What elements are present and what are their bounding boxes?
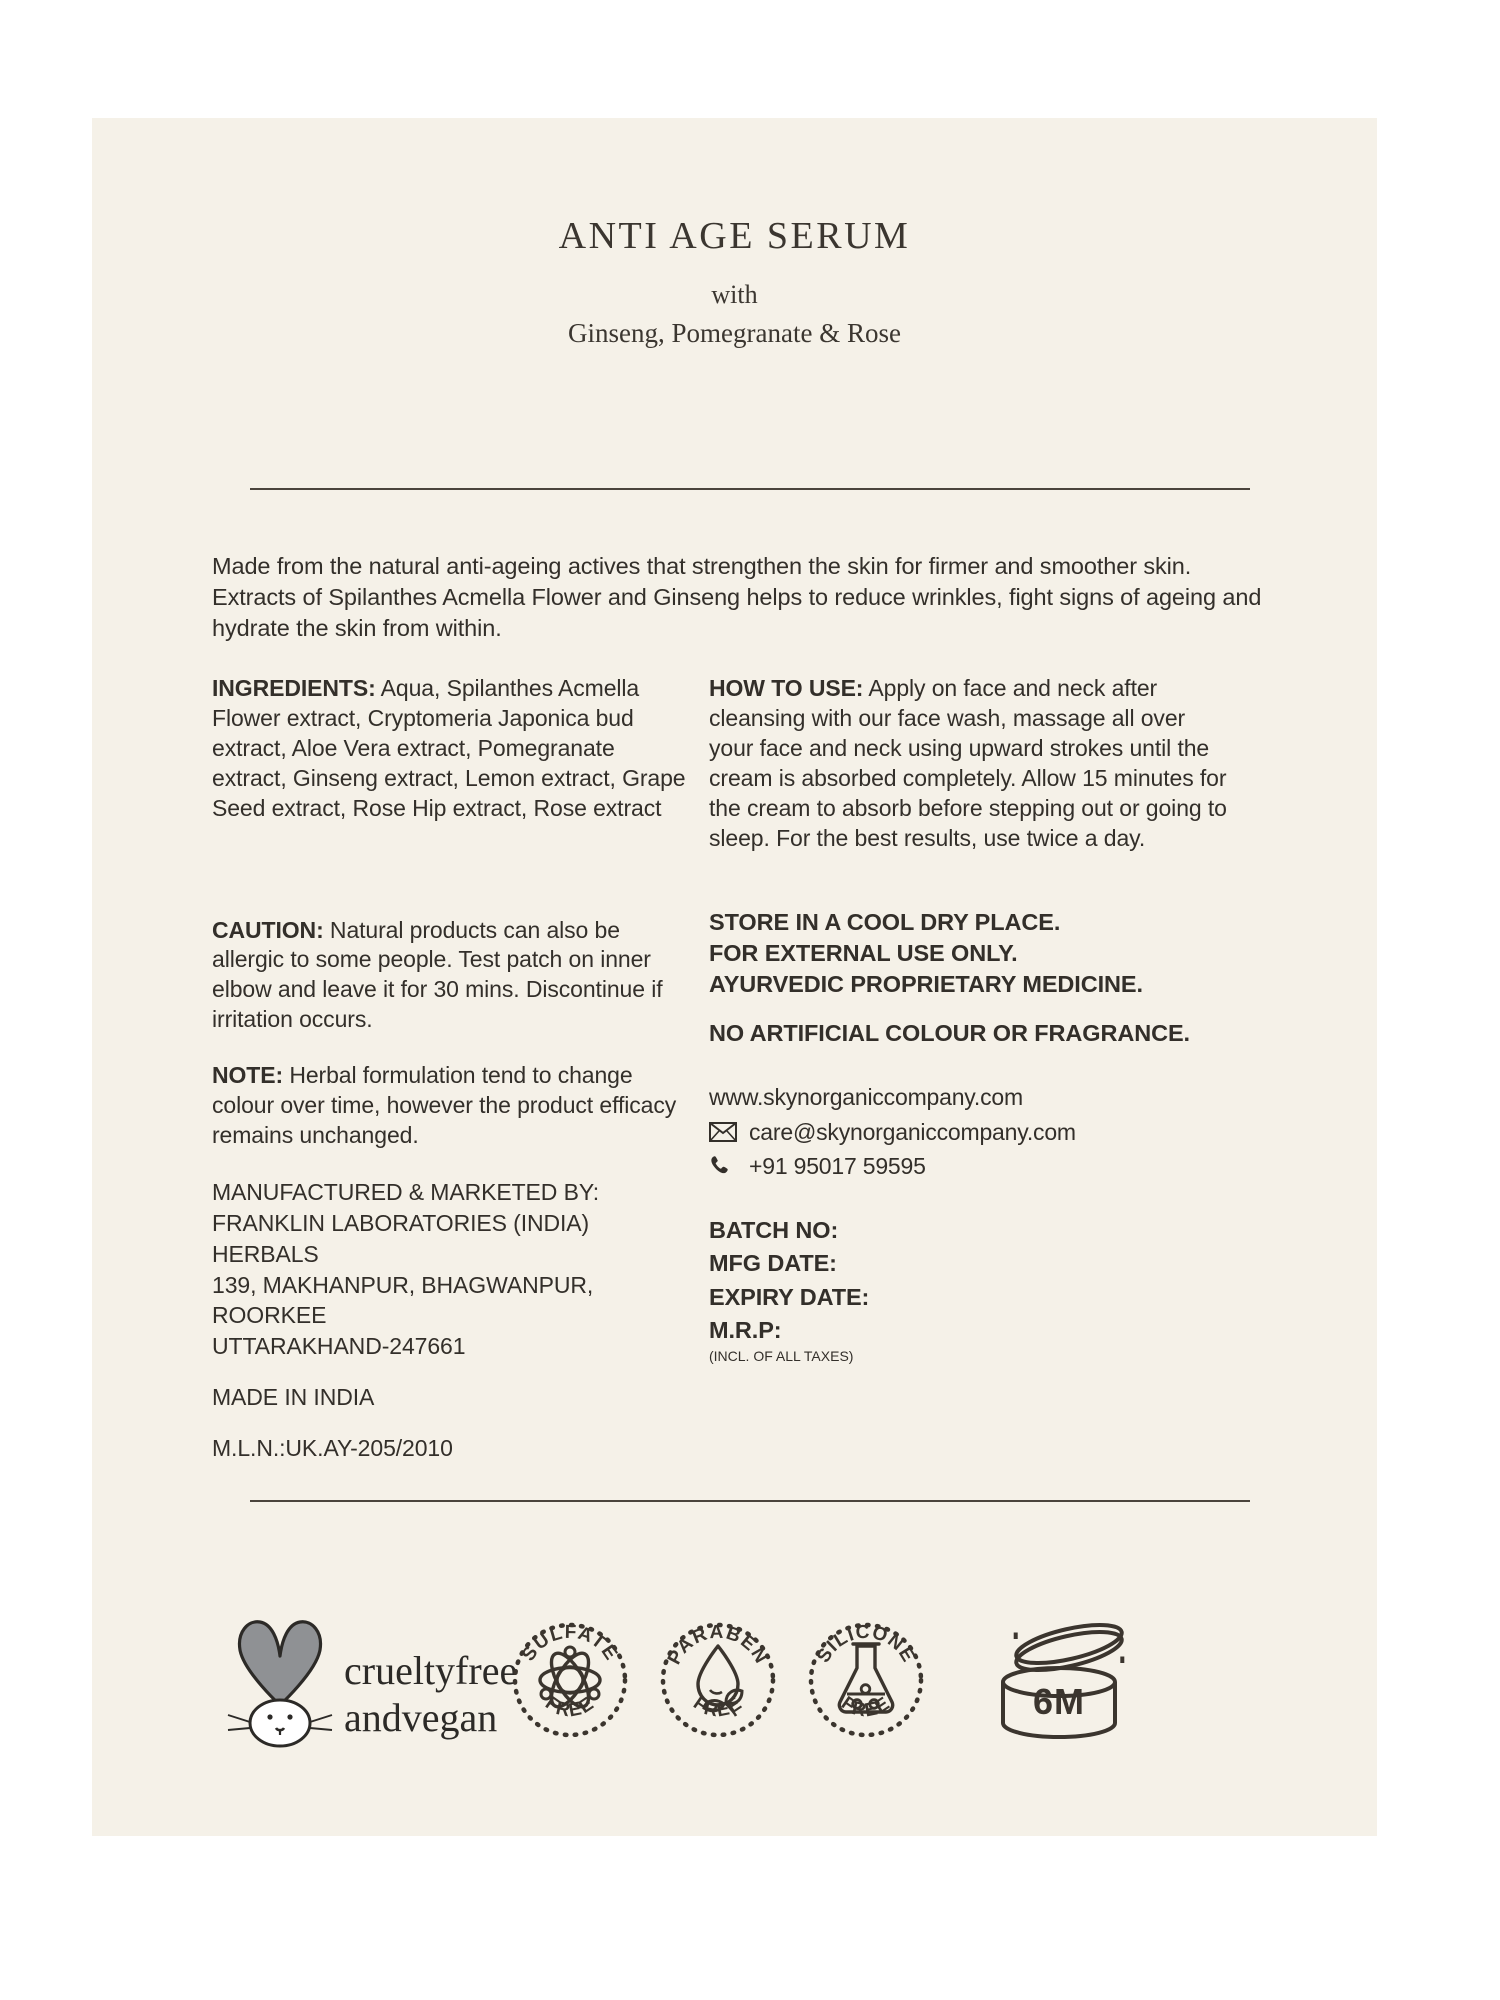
- statement-no-artificial: NO ARTIFICIAL COLOUR OR FRAGRANCE.: [709, 1020, 1190, 1047]
- period-after-opening-symbol: [984, 1610, 1134, 1750]
- seal-sulfate-free: [506, 1616, 634, 1744]
- two-column-body: [212, 674, 1262, 1464]
- how-to-use-label: HOW TO USE:: [709, 675, 864, 702]
- note-text: Herbal formulation tend to change colour over time, however the product efficacy remains unchanged.: [212, 1062, 677, 1148]
- svg-text:FREE: [837, 1693, 895, 1722]
- email-text[interactable]: care@skynorganiccompany.com: [749, 1118, 1076, 1145]
- manufacturer-address-line2: UTTARAKHAND-247661: [212, 1333, 466, 1360]
- how-to-use-text: Apply on face and neck after cleansing with our face wash, massage all over your face and neck using upward strokes until the cream is absorbed completely. Allow 15 minutes for the cream to absorb before stepping out or going to sleep. For the best results, use twice a day.: [709, 675, 1227, 851]
- country-of-origin: MADE IN INDIA: [212, 1384, 375, 1411]
- seal-silicone-top: SILICONE: [812, 1621, 920, 1667]
- manufacturer-heading: MANUFACTURED & MARKETED BY:: [212, 1178, 600, 1205]
- seal-silicone-bottom: FREE: [837, 1692, 895, 1722]
- cruelty-free-line1: crueltyfree: [344, 1648, 518, 1693]
- contact-website-row[interactable]: [709, 1081, 1229, 1113]
- cruelty-free-vegan-logo: [220, 1610, 518, 1750]
- contact-phone-row[interactable]: [709, 1150, 1229, 1182]
- contact-email-row[interactable]: [709, 1116, 1229, 1148]
- ingredients-label: INGREDIENTS:: [212, 675, 376, 702]
- manufacturer-company: FRANKLIN LABORATORIES (INDIA) HERBALS: [212, 1209, 590, 1267]
- seal-paraben-top: PARABEN: [663, 1621, 773, 1669]
- statements-block: [709, 907, 1229, 1049]
- envelope-icon: [709, 1120, 739, 1144]
- note-paragraph: [212, 1061, 689, 1151]
- label-content: [212, 551, 1262, 1464]
- pao-duration-text: 6M: [1032, 1681, 1086, 1722]
- ingredients-paragraph: [212, 674, 689, 823]
- mrp-label: M.R.P:: [709, 1317, 782, 1344]
- caution-text: Natural products can also be allergic to some people. Test patch on inner elbow and leave it for 30 mins. Discontinue if irritation occurs.: [212, 916, 663, 1033]
- left-spacer: [212, 850, 689, 916]
- manufacturer-address-line1: 139, MAKHANPUR, BHAGWANPUR, ROORKEE: [212, 1271, 594, 1329]
- seal-sulfate-bottom: FREE: [541, 1692, 599, 1722]
- note-label: NOTE:: [212, 1062, 284, 1089]
- phone-icon: [709, 1154, 739, 1178]
- expiry-date-label: EXPIRY DATE:: [709, 1283, 870, 1310]
- statement-ayurvedic: AYURVEDIC PROPRIETARY MEDICINE.: [709, 971, 1143, 998]
- batch-block: [709, 1214, 1229, 1364]
- svg-text:FREE: [689, 1693, 747, 1722]
- licence-number: M.L.N.:UK.AY-205/2010: [212, 1435, 453, 1462]
- with-connector: with: [711, 280, 758, 309]
- intro-paragraph: Made from the natural anti-ageing actives that strengthen the skin for firmer and smoother skin. Extracts of Spilanthes Acmella Flower and Ginseng helps to reduce wrinkles, fight signs of ageing and hydrate the skin from within.: [212, 553, 1262, 642]
- how-to-use-paragraph: [709, 674, 1229, 853]
- seal-paraben-free: [654, 1616, 782, 1744]
- caution-label: CAUTION:: [212, 916, 324, 943]
- statement-store: STORE IN A COOL DRY PLACE.: [709, 909, 1061, 936]
- seal-paraben-bottom: FREE: [689, 1692, 747, 1722]
- product-label-card: [92, 118, 1377, 1836]
- left-column: [212, 674, 709, 1464]
- right-spacer: [709, 879, 1229, 907]
- phone-text[interactable]: +91 95017 59595: [749, 1152, 926, 1179]
- divider-bottom: [250, 1500, 1250, 1502]
- mfg-date-label: MFG DATE:: [709, 1250, 837, 1277]
- manufacturer-block: [212, 1177, 689, 1464]
- taxes-note: (INCL. OF ALL TAXES): [709, 1348, 854, 1365]
- certification-badges: [220, 1590, 1250, 1770]
- page-title: ANTI AGE SERUM: [558, 215, 911, 257]
- cruelty-free-line2: andvegan: [344, 1695, 498, 1740]
- website-text[interactable]: www.skynorganiccompany.com: [709, 1084, 1023, 1111]
- caution-paragraph: [212, 916, 689, 1036]
- contact-block: [709, 1081, 1229, 1182]
- botanical-subtitle: Ginseng, Pomegranate & Rose: [568, 318, 901, 348]
- label-header: [92, 118, 1377, 349]
- statement-external-use: FOR EXTERNAL USE ONLY.: [709, 940, 1018, 967]
- batch-no-label: BATCH NO:: [709, 1217, 839, 1244]
- ingredients-text: Aqua, Spilanthes Acmella Flower extract, Cryptomeria Japonica bud extract, Aloe Vera extract, Pomegranate extract, Ginseng extract, Lemon extract, Grape Seed extract, Rose Hip extract, Rose extract: [212, 675, 686, 821]
- right-column: [709, 674, 1229, 1464]
- seal-silicone-free: [802, 1616, 930, 1744]
- divider-top: [250, 488, 1250, 490]
- seal-sulfate-top: SULFATE: [518, 1621, 622, 1666]
